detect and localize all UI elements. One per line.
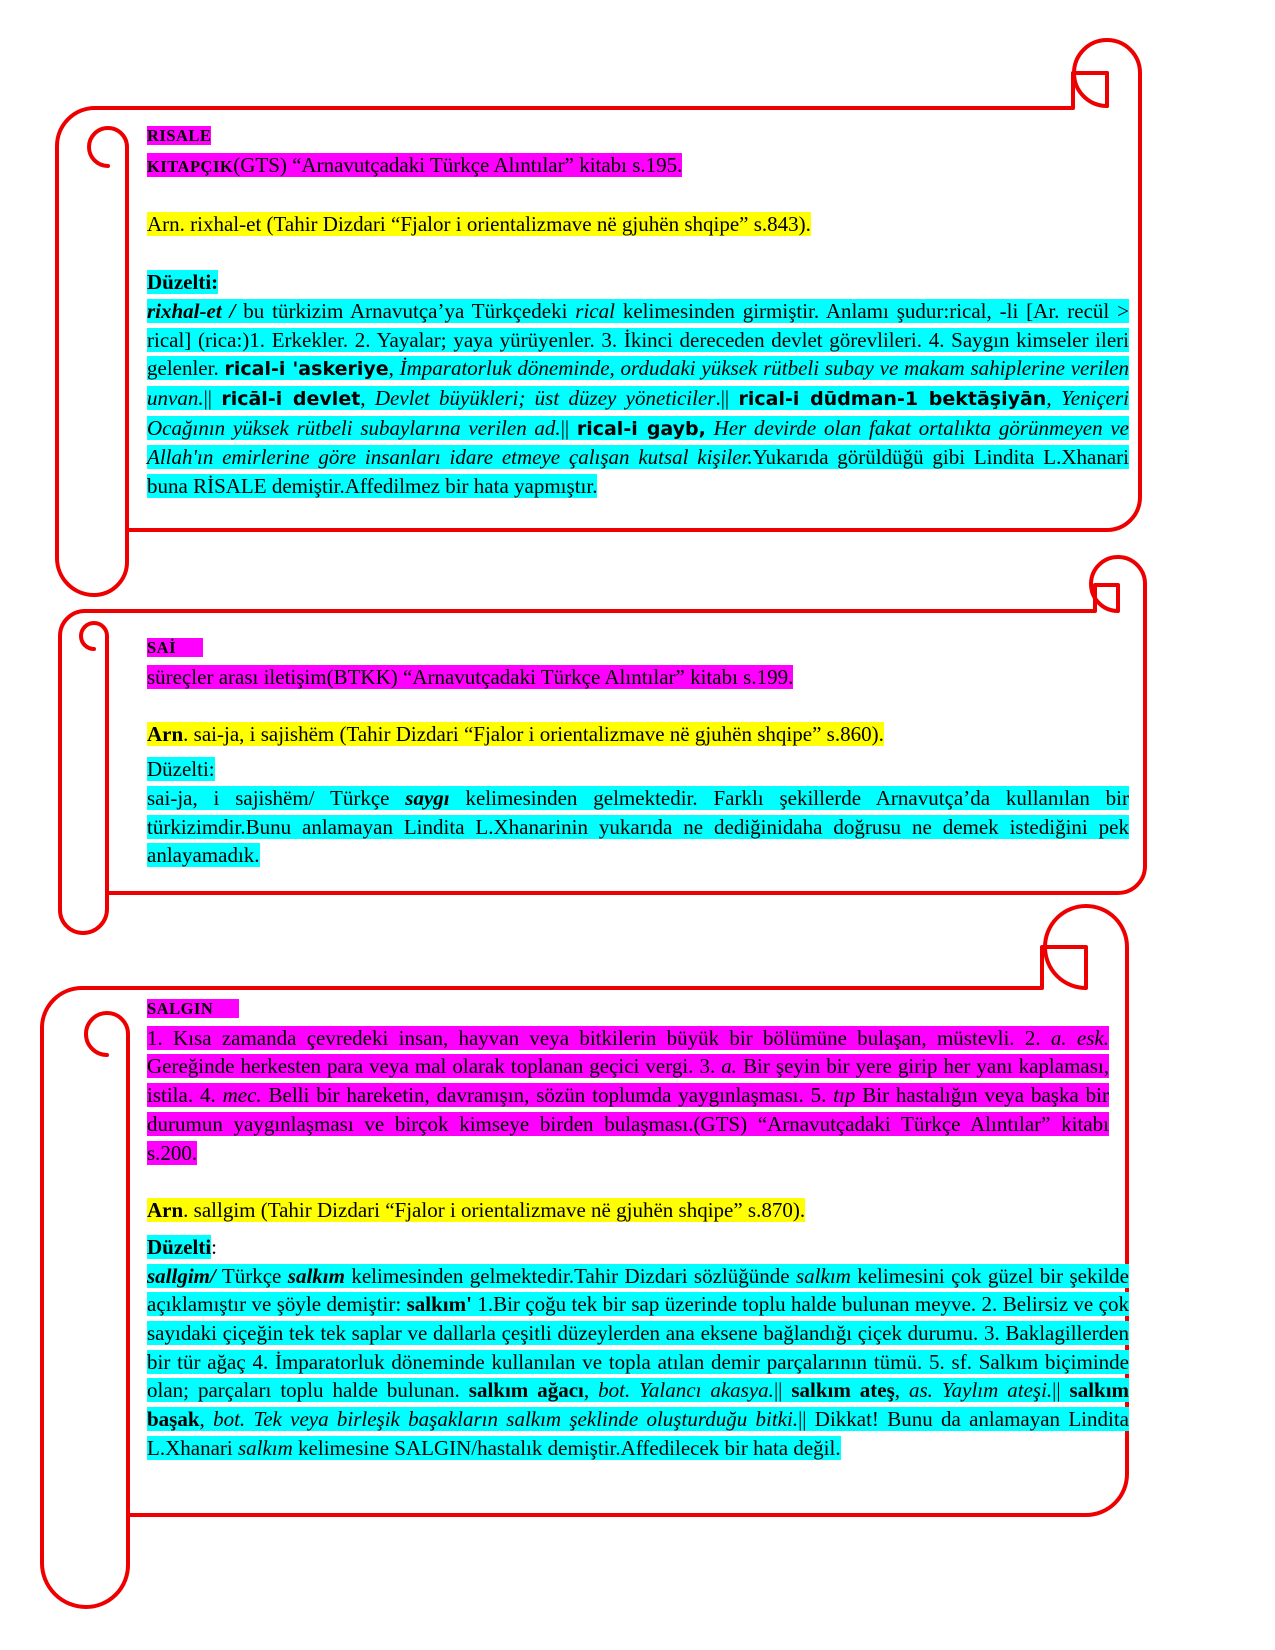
entry-albanian — [147, 720, 1129, 749]
definition-prefix: KITAPÇIK — [147, 156, 234, 176]
headword: RISALE — [147, 126, 212, 145]
entry-headword — [147, 632, 1129, 663]
correction-label: Düzelti — [147, 1234, 212, 1259]
entry-sai — [147, 632, 1129, 870]
headword: SAİ — [147, 638, 203, 657]
albanian-text: . sai-ja, i sajishëm (Tahir Dizdari “Fjalor i orientalizmave në gjuhën shqipe” s.860). — [183, 722, 884, 747]
definition-text: (GTS) “Arnavutçadaki Türkçe Alıntılar” kitabı s.195. — [233, 152, 683, 177]
entry-headword — [147, 120, 1129, 151]
albanian-abbrev: Arn — [147, 722, 184, 747]
correction-paragraph: sallgim/ Türkçe salkım kelimesinden gelmektedir.Tahir Dizdari sözlüğünde salkım kelimesini çok güzel bir şekilde açıklamıştır ve şöyle demiştir: salkım' 1.Bir çoğu tek bir sap üzerinde toplu halde bulunan meyve. 2. Belirsiz ve çok sayıdaki çiçeğin tek tek saplar ve dallarla çeşitli düzeylerden ana eksene bağlandığı çiçek durumu. 3. Baklagillerden bir tür ağaç 4. İmparatorluk döneminde kullanılan ve topla atılan demir parçalarının tümü. 5. sf. Salkım biçiminde olan; parçaları toplu halde bulunan. salkım ağacı, bot. Yalancı akasya.|| salkım ateş, as. Yaylım ateşi.|| salkım başak, bot. Tek veya birleşik başakların salkım şeklinde oluşturduğu bitki.|| Dikkat! Bunu da anlamayan Lindita L.Xhanari salkım kelimesine SALGIN/hastalık demiştir.Affedilecek bir hata değil. — [147, 1263, 1130, 1460]
correction-paragraph: rixhal-et / bu türkizim Arnavutça’ya Türkçedeki rical kelimesinden girmiştir. Anlamı şudur:rical, -li [Ar. recül > rical] (rica:)1. Erkekler. 2. Yayalar; yaya yürüyenler. 3. İkinci dereceden devlet görevlileri. 4. Saygın kimseler ileri gelenler. rical-i 'askeriye, İmparatorluk döneminde, ordudaki yüksek rütbeli subay ve makam sahiplerine verilen unvan.|| ricāl-i devlet, Devlet büyükleri; üst düzey yöneticiler.|| rical-i dūdman-1 bektāşiyān, Yeniçeri Ocağının yüksek rütbeli subaylarına verilen ad.|| rical-i gayb, Her devirde olan fakat ortalıkta görünmeyen ve Allah'ın emirlerine göre insanları idare etmeye çalışan kutsal kişiler.Yukarıda görüldüğü gibi Lindita L.Xhanari buna RİSALE demiştir.Affedilmez bir hata yapmıştır. — [147, 298, 1130, 499]
correction-label: Düzelti: — [147, 757, 215, 782]
correction-paragraph: sai-ja, i sajishëm/ Türkçe saygı kelimesinden gelmektedir. Farklı şekillerde Arnavutça’da kullanılan bir türkizimdir.Bunu anlamayan Lindita L.Xhanarinin yukarıda ne dediğinidaha doğrusu ne demek istediğini pek anlayamadık. — [147, 785, 1130, 868]
entry-albanian — [147, 210, 1129, 239]
entry-albanian — [147, 1196, 1109, 1225]
entry-definition — [147, 663, 1129, 692]
entry-salgin — [147, 993, 1130, 1463]
albanian-text: Arn. rixhal-et (Tahir Dizdari “Fjalor i orientalizmave në gjuhën shqipe” s.843). — [147, 212, 811, 237]
correction-label: Düzelti: — [147, 270, 219, 295]
correction-label-line — [147, 755, 1129, 784]
entry-risale — [147, 120, 1129, 501]
albanian-abbrev: Arn — [147, 1198, 184, 1223]
albanian-text: . sallgim (Tahir Dizdari “Fjalor i orientalizmave në gjuhën shqipe” s.870). — [183, 1198, 806, 1223]
correction-lead: rixhal-et / — [147, 298, 236, 323]
correction-label-line: Düzelti: — [147, 1234, 217, 1259]
headword: SALGIN — [147, 999, 239, 1018]
definition-text: süreçler arası iletişim(BTKK) “Arnavutçadaki Türkçe Alıntılar” kitabı s.199. — [147, 664, 794, 689]
correction-label-line — [147, 268, 1129, 297]
entry-definition — [147, 151, 1129, 182]
entry-definition: 1. Kısa zamanda çevredeki insan, hayvan veya bitkilerin büyük bir bölümüne bulaşan, müstevli. 2. a. esk. Gereğinde herkesten para veya mal olarak toplanan geçici vergi. 3. a. Bir şeyin bir yere girip her yanı kaplaması, istila. 4. mec. Belli bir hareketin, davranışın, sözün toplumda yaygınlaşması. 5. tıp Bir hastalığın veya başka bir durumun yaygınlaşması ve birçok kimseye birden bulaşması.(GTS) “Arnavutçadaki Türkçe Alıntılar” kitabı s.200. — [147, 1025, 1109, 1165]
correction-lead: sallgim/ — [147, 1263, 216, 1288]
entry-headword — [147, 993, 1109, 1024]
